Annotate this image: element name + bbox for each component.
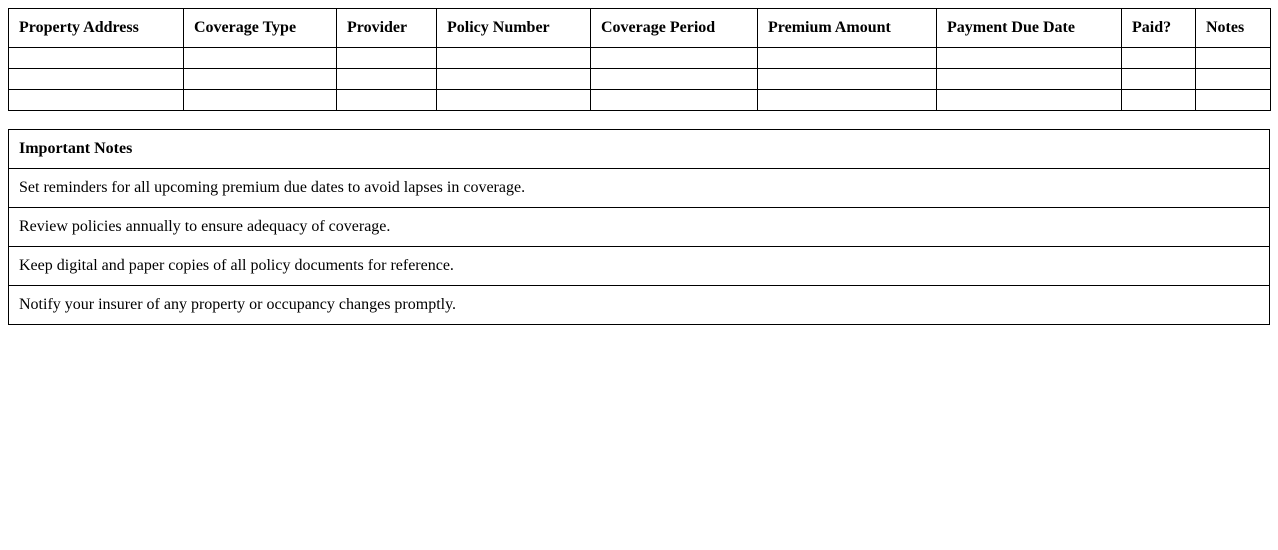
- header-paid: Paid?: [1122, 9, 1196, 48]
- table-row: [9, 48, 1271, 69]
- header-property-address: Property Address: [9, 9, 184, 48]
- table-cell[interactable]: [437, 48, 591, 69]
- important-notes-table: [8, 129, 1270, 325]
- table-cell[interactable]: [758, 48, 937, 69]
- header-notes: Notes: [1196, 9, 1271, 48]
- header-coverage-period: Coverage Period: [591, 9, 758, 48]
- table-cell[interactable]: [9, 48, 184, 69]
- list-item: [9, 208, 1270, 247]
- header-payment-due-date: Payment Due Date: [937, 9, 1122, 48]
- table-cell[interactable]: [1196, 48, 1271, 69]
- insurance-policy-table: [8, 8, 1271, 111]
- table-header-row: [9, 9, 1271, 48]
- note-text: Set reminders for all upcoming premium due dates to avoid lapses in coverage.: [9, 169, 1270, 208]
- table-cell[interactable]: [591, 69, 758, 90]
- note-text: Keep digital and paper copies of all policy documents for reference.: [9, 247, 1270, 286]
- note-text: Review policies annually to ensure adequacy of coverage.: [9, 208, 1270, 247]
- header-coverage-type: Coverage Type: [184, 9, 337, 48]
- table-cell[interactable]: [591, 48, 758, 69]
- table-cell[interactable]: [184, 90, 337, 111]
- table-cell[interactable]: [937, 48, 1122, 69]
- table-row: [9, 90, 1271, 111]
- header-premium-amount: Premium Amount: [758, 9, 937, 48]
- table-cell[interactable]: [9, 69, 184, 90]
- table-cell[interactable]: [591, 90, 758, 111]
- list-item: [9, 169, 1270, 208]
- table-cell[interactable]: [1196, 90, 1271, 111]
- table-cell[interactable]: [437, 90, 591, 111]
- list-item: [9, 247, 1270, 286]
- note-text: Notify your insurer of any property or occupancy changes promptly.: [9, 286, 1270, 325]
- notes-header-row: [9, 130, 1270, 169]
- table-row: [9, 69, 1271, 90]
- table-cell[interactable]: [758, 90, 937, 111]
- table-cell[interactable]: [937, 69, 1122, 90]
- header-policy-number: Policy Number: [437, 9, 591, 48]
- table-cell[interactable]: [1196, 69, 1271, 90]
- table-cell[interactable]: [1122, 69, 1196, 90]
- table-cell[interactable]: [1122, 90, 1196, 111]
- table-cell[interactable]: [937, 90, 1122, 111]
- table-cell[interactable]: [437, 69, 591, 90]
- notes-heading: Important Notes: [9, 130, 1270, 169]
- list-item: [9, 286, 1270, 325]
- table-cell[interactable]: [184, 69, 337, 90]
- table-cell[interactable]: [758, 69, 937, 90]
- table-cell[interactable]: [337, 69, 437, 90]
- table-cell[interactable]: [337, 48, 437, 69]
- table-cell[interactable]: [184, 48, 337, 69]
- table-cell[interactable]: [9, 90, 184, 111]
- table-cell[interactable]: [1122, 48, 1196, 69]
- document-body: [8, 8, 1270, 325]
- header-provider: Provider: [337, 9, 437, 48]
- table-cell[interactable]: [337, 90, 437, 111]
